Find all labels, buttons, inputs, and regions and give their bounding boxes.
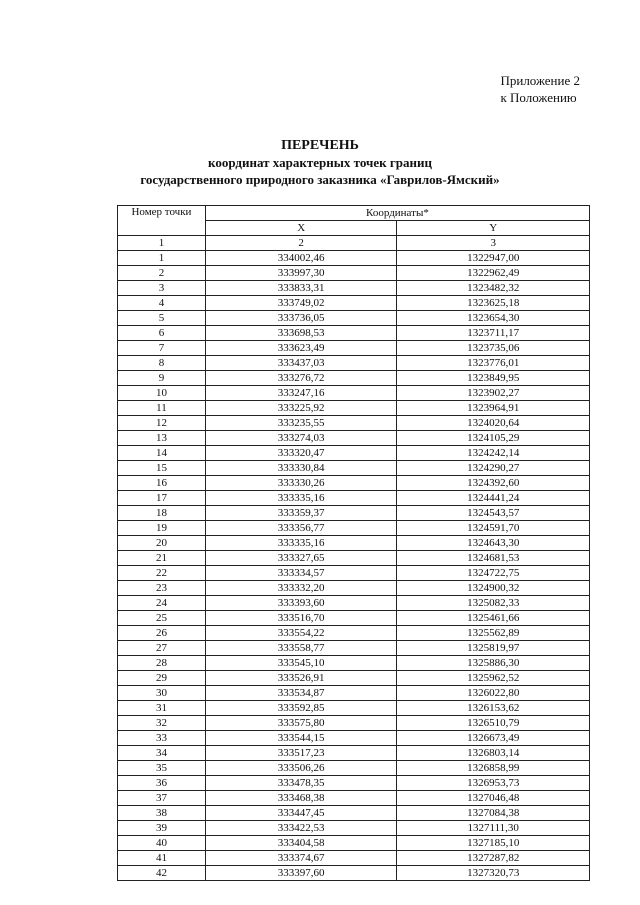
table-row: [118, 446, 590, 461]
x-coordinate-cell: 333320,47: [205, 446, 397, 461]
x-coordinate-cell: 333623,49: [205, 341, 397, 356]
title-line-3: государственного природного заказника «Гаврилов-Ямский»: [140, 172, 500, 187]
y-coordinate-cell: 1326510,79: [397, 716, 590, 731]
point-number-cell: 9: [118, 371, 206, 386]
y-coordinate-cell: 1327084,38: [397, 806, 590, 821]
point-number-cell: 36: [118, 776, 206, 791]
x-coordinate-cell: 333235,55: [205, 416, 397, 431]
document-title: [0, 137, 640, 188]
x-coordinate-cell: 333393,60: [205, 596, 397, 611]
title-main: ПЕРЕЧЕНЬ: [281, 138, 359, 153]
y-coordinate-cell: 1324722,75: [397, 566, 590, 581]
point-number-cell: 13: [118, 431, 206, 446]
table-body: [118, 251, 590, 881]
x-coordinate-cell: 333698,53: [205, 326, 397, 341]
appendix-line-1: Приложение 2: [500, 73, 580, 88]
table-row: [118, 401, 590, 416]
y-coordinate-cell: 1324242,14: [397, 446, 590, 461]
table-row: [118, 671, 590, 686]
y-coordinate-cell: 1326803,14: [397, 746, 590, 761]
x-coordinate-cell: 333437,03: [205, 356, 397, 371]
table-row: [118, 686, 590, 701]
table-row: [118, 776, 590, 791]
point-number-cell: 29: [118, 671, 206, 686]
point-number-cell: 15: [118, 461, 206, 476]
table-row: [118, 251, 590, 266]
x-coordinate-cell: 333332,20: [205, 581, 397, 596]
y-coordinate-cell: 1324543,57: [397, 506, 590, 521]
table-row: [118, 431, 590, 446]
y-coordinate-cell: 1327111,30: [397, 821, 590, 836]
table-row: [118, 506, 590, 521]
y-coordinate-cell: 1325962,52: [397, 671, 590, 686]
y-coordinate-cell: 1323654,30: [397, 311, 590, 326]
point-number-cell: 11: [118, 401, 206, 416]
y-coordinate-cell: 1326673,49: [397, 731, 590, 746]
table-row: [118, 581, 590, 596]
x-coordinate-cell: 333833,31: [205, 281, 397, 296]
y-coordinate-cell: 1326153,62: [397, 701, 590, 716]
x-coordinate-cell: 333247,16: [205, 386, 397, 401]
x-coordinate-cell: 333526,91: [205, 671, 397, 686]
point-number-cell: 33: [118, 731, 206, 746]
y-coordinate-cell: 1327320,73: [397, 866, 590, 881]
point-number-cell: 6: [118, 326, 206, 341]
point-number-cell: 32: [118, 716, 206, 731]
table-row: [118, 386, 590, 401]
table-row: [118, 281, 590, 296]
point-number-cell: 27: [118, 641, 206, 656]
y-coordinate-cell: 1324290,27: [397, 461, 590, 476]
table-row: [118, 266, 590, 281]
y-coordinate-cell: 1327287,82: [397, 851, 590, 866]
x-coordinate-cell: 333404,58: [205, 836, 397, 851]
y-coordinate-cell: 1323711,17: [397, 326, 590, 341]
y-coordinate-cell: 1323776,01: [397, 356, 590, 371]
x-coordinate-cell: 333330,26: [205, 476, 397, 491]
table-row: [118, 371, 590, 386]
x-coordinate-cell: 333534,87: [205, 686, 397, 701]
y-coordinate-cell: 1324105,29: [397, 431, 590, 446]
y-coordinate-cell: 1323902,27: [397, 386, 590, 401]
y-coordinate-cell: 1323964,91: [397, 401, 590, 416]
x-coordinate-cell: 333558,77: [205, 641, 397, 656]
x-coordinate-cell: 333516,70: [205, 611, 397, 626]
x-coordinate-cell: 333374,67: [205, 851, 397, 866]
x-coordinate-cell: 333506,26: [205, 761, 397, 776]
point-number-cell: 18: [118, 506, 206, 521]
y-coordinate-cell: 1322947,00: [397, 251, 590, 266]
table-row: [118, 596, 590, 611]
header-col-3: 3: [397, 236, 590, 251]
x-coordinate-cell: 333575,80: [205, 716, 397, 731]
y-coordinate-cell: 1323849,95: [397, 371, 590, 386]
point-number-cell: 38: [118, 806, 206, 821]
y-coordinate-cell: 1324681,53: [397, 551, 590, 566]
table-row: [118, 476, 590, 491]
y-coordinate-cell: 1325082,33: [397, 596, 590, 611]
table-row: [118, 356, 590, 371]
y-coordinate-cell: 1325819,97: [397, 641, 590, 656]
table-row: [118, 521, 590, 536]
table-row: [118, 836, 590, 851]
point-number-cell: 25: [118, 611, 206, 626]
point-number-cell: 24: [118, 596, 206, 611]
table-row: [118, 716, 590, 731]
x-coordinate-cell: 334002,46: [205, 251, 397, 266]
x-coordinate-cell: 333592,85: [205, 701, 397, 716]
table-row: [118, 731, 590, 746]
point-number-cell: 31: [118, 701, 206, 716]
appendix-note: [500, 72, 580, 106]
x-coordinate-cell: 333554,22: [205, 626, 397, 641]
y-coordinate-cell: 1325562,89: [397, 626, 590, 641]
y-coordinate-cell: 1324900,32: [397, 581, 590, 596]
point-number-cell: 35: [118, 761, 206, 776]
table-row: [118, 626, 590, 641]
x-coordinate-cell: 333335,16: [205, 536, 397, 551]
table-row: [118, 551, 590, 566]
x-coordinate-cell: 333517,23: [205, 746, 397, 761]
point-number-cell: 39: [118, 821, 206, 836]
y-coordinate-cell: 1326953,73: [397, 776, 590, 791]
y-coordinate-cell: 1324591,70: [397, 521, 590, 536]
table-row: [118, 866, 590, 881]
x-coordinate-cell: 333356,77: [205, 521, 397, 536]
point-number-cell: 1: [118, 251, 206, 266]
point-number-cell: 41: [118, 851, 206, 866]
point-number-cell: 2: [118, 266, 206, 281]
table-row: [118, 851, 590, 866]
table-row: [118, 746, 590, 761]
y-coordinate-cell: 1327185,10: [397, 836, 590, 851]
table-row: [118, 461, 590, 476]
point-number-cell: 23: [118, 581, 206, 596]
table-row: [118, 326, 590, 341]
table-row: [118, 311, 590, 326]
table-row: [118, 821, 590, 836]
x-coordinate-cell: 333468,38: [205, 791, 397, 806]
point-number-cell: 37: [118, 791, 206, 806]
title-line-2: координат характерных точек границ: [208, 155, 432, 170]
point-number-cell: 16: [118, 476, 206, 491]
x-coordinate-cell: 333274,03: [205, 431, 397, 446]
table-row: [118, 656, 590, 671]
x-coordinate-cell: 333447,45: [205, 806, 397, 821]
point-number-cell: 7: [118, 341, 206, 356]
table-row: [118, 296, 590, 311]
x-coordinate-cell: 333225,92: [205, 401, 397, 416]
header-col-1: 1: [118, 236, 206, 251]
header-y: Y: [397, 221, 590, 236]
y-coordinate-cell: 1324020,64: [397, 416, 590, 431]
x-coordinate-cell: 333544,15: [205, 731, 397, 746]
x-coordinate-cell: 333327,65: [205, 551, 397, 566]
point-number-cell: 19: [118, 521, 206, 536]
table-row: [118, 611, 590, 626]
y-coordinate-cell: 1324392,60: [397, 476, 590, 491]
x-coordinate-cell: 333359,37: [205, 506, 397, 521]
table-row: [118, 491, 590, 506]
point-number-cell: 42: [118, 866, 206, 881]
point-number-cell: 17: [118, 491, 206, 506]
table-row: [118, 791, 590, 806]
point-number-cell: 12: [118, 416, 206, 431]
x-coordinate-cell: 333749,02: [205, 296, 397, 311]
point-number-cell: 26: [118, 626, 206, 641]
table-row: [118, 806, 590, 821]
coordinates-table: [117, 205, 590, 881]
point-number-cell: 14: [118, 446, 206, 461]
y-coordinate-cell: 1323625,18: [397, 296, 590, 311]
x-coordinate-cell: 333478,35: [205, 776, 397, 791]
appendix-line-2: к Положению: [500, 90, 577, 105]
x-coordinate-cell: 333736,05: [205, 311, 397, 326]
y-coordinate-cell: 1325461,66: [397, 611, 590, 626]
y-coordinate-cell: 1323482,32: [397, 281, 590, 296]
table-row: [118, 416, 590, 431]
table-row: [118, 641, 590, 656]
point-number-cell: 5: [118, 311, 206, 326]
x-coordinate-cell: 333422,53: [205, 821, 397, 836]
x-coordinate-cell: 333997,30: [205, 266, 397, 281]
y-coordinate-cell: 1326022,80: [397, 686, 590, 701]
header-x: X: [205, 221, 397, 236]
table-row: [118, 701, 590, 716]
x-coordinate-cell: 333276,72: [205, 371, 397, 386]
table-row: [118, 566, 590, 581]
x-coordinate-cell: 333545,10: [205, 656, 397, 671]
point-number-cell: 34: [118, 746, 206, 761]
x-coordinate-cell: 333334,57: [205, 566, 397, 581]
table-row: [118, 536, 590, 551]
x-coordinate-cell: 333330,84: [205, 461, 397, 476]
header-coordinates: Координаты*: [205, 206, 589, 221]
point-number-cell: 22: [118, 566, 206, 581]
table-header: [118, 206, 590, 251]
point-number-cell: 10: [118, 386, 206, 401]
x-coordinate-cell: 333335,16: [205, 491, 397, 506]
point-number-cell: 4: [118, 296, 206, 311]
header-point-number: Номер точки: [118, 206, 206, 236]
y-coordinate-cell: 1323735,06: [397, 341, 590, 356]
y-coordinate-cell: 1322962,49: [397, 266, 590, 281]
y-coordinate-cell: 1324441,24: [397, 491, 590, 506]
point-number-cell: 8: [118, 356, 206, 371]
header-col-2: 2: [205, 236, 397, 251]
point-number-cell: 40: [118, 836, 206, 851]
y-coordinate-cell: 1324643,30: [397, 536, 590, 551]
y-coordinate-cell: 1325886,30: [397, 656, 590, 671]
table-row: [118, 761, 590, 776]
y-coordinate-cell: 1326858,99: [397, 761, 590, 776]
table-row: [118, 341, 590, 356]
point-number-cell: 20: [118, 536, 206, 551]
point-number-cell: 28: [118, 656, 206, 671]
point-number-cell: 21: [118, 551, 206, 566]
point-number-cell: 30: [118, 686, 206, 701]
x-coordinate-cell: 333397,60: [205, 866, 397, 881]
point-number-cell: 3: [118, 281, 206, 296]
y-coordinate-cell: 1327046,48: [397, 791, 590, 806]
